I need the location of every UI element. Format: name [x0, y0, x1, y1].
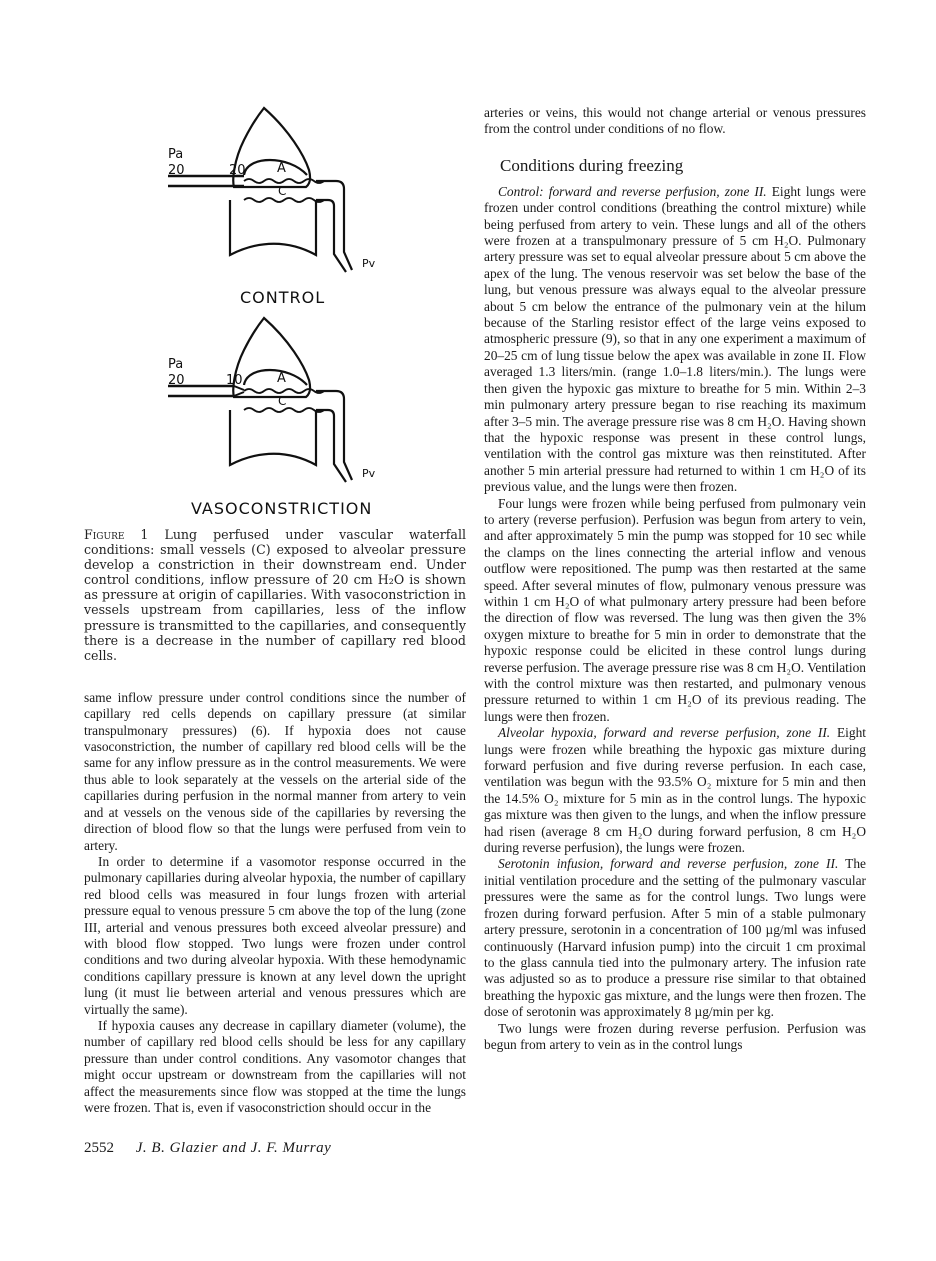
paragraph-text: Eight lungs were frozen while breathing the hypoxic gas mixture during forward perfusion and five during reverse perfusion. In each case, ventilation was begun with the 93.5% O₂ mixture for 5 min and then the 14.5% O₂ mixture for 5 min as in the control lungs. The hypoxic gas mixture was then given to the lungs, and when the inflow pressure had risen (average 8 cm H₂O during forward perfusion, 8 cm H₂O during reverse perfusion), the lungs were frozen.: [484, 725, 867, 856]
run-in-heading: Control: forward and reverse perfusion, zone II.: [498, 183, 767, 199]
control-pa-label: Pa: [168, 147, 184, 162]
right-intro: arteries or veins, this would not change arterial or venous pressures from the control under conditions of no flow.: [484, 105, 866, 137]
vaso-inner-value: 10: [226, 373, 243, 388]
control-title: CONTROL: [240, 288, 326, 307]
figure-1-diagram: [84, 100, 466, 525]
caption-label: Figure 1: [84, 527, 149, 542]
figure-1: [84, 100, 466, 525]
section-heading: Conditions during freezing: [500, 155, 684, 175]
right-paragraph-3: [484, 725, 866, 856]
control-pv-label: Pv: [362, 257, 376, 270]
vaso-lung-outline: [233, 318, 310, 397]
figure-caption: [84, 527, 466, 663]
left-paragraph-1: same inflow pressure under control conditions since the number of capillary red cells depends on capillary pressure (at similar transpulmonary pressures) (6). If hypoxia does not cause vasoconstriction, the number of capillary red blood cells will be the same for any inflow pressure as in the control measurements. We were thus able to look separately at the vessels on the arterial side of the capillaries during perfusion in the normal manner from artery to vein and at vessels on the venous side of the capillaries by reversing the direction of blood flow so that the lungs were perfused from vein to artery.: [84, 689, 466, 853]
control-capillary-bottom: [244, 198, 324, 202]
vaso-outflow-inner: [316, 410, 346, 482]
paragraph-text: Four lungs were frozen while being perfused from pulmonary vein to artery (reverse perfusion). Perfusion was begun from artery to vein, and after approximately 5 min the pump was stopped for 10 sec while the clamps on the lines connecting the arterial inflow and venous outflow were repositioned. The pump was then restarted at the same speed. After several minutes of flow, pulmonary venous pressure was within 1 cm H₂O of what pulmonary artery pressure had been before the direction of flow was reversed. The lung was then given the 3% oxygen mixture to breathe for 5 min in order to demonstrate that the hypoxic response could be elicited in these control lungs during reverse perfusion. The average pressure rise was 8 cm H₂O. Ventilation with the control mixture was then restarted, and pulmonary venous pressure returned to within 1 cm H₂O of its previous reading. The lungs were then frozen.: [484, 495, 866, 724]
vasoconstriction-panel: [168, 318, 376, 518]
right-paragraph-4: [484, 856, 866, 1020]
vaso-title: VASOCONSTRICTION: [191, 499, 373, 518]
control-inner-value: 20: [229, 163, 246, 178]
control-alveolus-label: A: [277, 161, 286, 176]
left-column: [84, 100, 466, 1116]
run-in-heading: Alveolar hypoxia, forward and reverse perfusion, zone II.: [498, 725, 831, 741]
vaso-capillary-bottom: [244, 408, 324, 412]
page-number: 2552: [84, 1140, 114, 1156]
vaso-capillary-label: C: [278, 394, 287, 408]
right-column: [484, 105, 866, 1053]
vaso-alveolus: [244, 370, 307, 385]
right-paragraph-1: [484, 184, 866, 496]
paragraph-text: Two lungs were frozen during reverse perfusion. Perfusion was begun from artery to vein as in the control lungs: [484, 1020, 866, 1052]
control-capillary-label: C: [278, 184, 287, 198]
control-outflow-inner: [316, 200, 346, 272]
vaso-pa-value: 20: [168, 373, 185, 388]
caption-text: Lung perfused under vascular waterfall conditions: small vessels (C) exposed to alveolar pressure develop a constriction in their downstream end. Under control conditions, inflow pressure of 20 cm H₂O is shown as pressure at origin of capillaries. With vasoconstriction in vessels upstream from capillaries, less of the inflow pressure is transmitted to the capillaries, and consequently there is a decrease in the number of capillary red blood cells.: [84, 527, 466, 663]
paragraph-text: The initial ventilation procedure and the setting of the pulmonary vascular pressures were the same as for the control lungs. Two lungs were frozen during forward perfusion. After 5 min of a stable pulmonary artery pressure, serotonin in a concentration of 100 µg/ml was infused continuously (Harvard infusion pump) into the circuit 1 cm proximal to the glass cannula tied into the pulmonary artery. The infusion rate was adjusted so as to produce a pressure rise similar to that obtained breathing the hypoxic gas mixture, and the lungs were then frozen. The dose of serotonin was approximately 8 µg/min per kg.: [484, 856, 866, 1020]
page-footer: [84, 1140, 331, 1157]
paragraph-text: Eight lungs were frozen under control conditions (breathing the control mixture) while being perfused from artery to vein. These lungs and all of the others were frozen at a transpulmonary pressure of 5 cm H₂O. Pulmonary artery pressure was set to equal alveolar pressure about 5 cm above the apex of the lung. The venous reservoir was set below the base of the lung, but venous pressure was always equal to the alveolar pressure about 5 cm below the entrance of the pulmonary vein at the hilum because of the Starling resistor effect of the large veins exposed to atmospheric pressure (9), so that in any one experiment a maximum of 20–25 cm of lung tissue below the apex was available in zone II. Flow averaged 1.3 liters/min. (range 1.0–1.8 liters/min.). The lungs were then given the hypoxic gas mixture to breathe for 5 min. Within 2–3 min pulmonary artery pressure began to rise reaching its maximum after 3–5 min. The average pressure rise was 8 cm H₂O. Having shown that the hypoxic response was present in these control lungs, ventilation with the control gas mixture was then reinstituted. After another 5 min arterial pressure had returned to within 1 cm H₂O of its previous value, and the lungs were then frozen.: [484, 183, 867, 495]
control-pa-value: 20: [168, 163, 185, 178]
vaso-capillary-top: [244, 389, 324, 393]
control-capillary-top: [244, 179, 324, 183]
left-body-text: [84, 690, 466, 1117]
running-authors: J. B. Glazier and J. F. Murray: [135, 1140, 332, 1156]
left-paragraph-2: In order to determine if a vasomotor response occurred in the pulmonary capillaries during alveolar hypoxia, the number of capillary red blood cells was measured in four lungs frozen with arterial pressure equal to venous pressure 5 cm above the top of the lung (zone III, arterial and venous pressures both exceed alveolar pressure) and with blood flow stopped. Two lungs were frozen under control conditions and two during alveolar hypoxia. With these hemodynamic conditions capillary pressure is known at any level down the upright lung (it must lie between arterial and venous pressures which are virtually the same).: [84, 853, 466, 1017]
right-paragraph-2: [484, 496, 866, 726]
vaso-pv-label: Pv: [362, 467, 376, 480]
vaso-pa-label: Pa: [168, 357, 184, 372]
control-panel: [168, 108, 376, 307]
control-alveolus: [244, 160, 307, 175]
run-in-heading: Serotonin infusion, forward and reverse perfusion, zone II.: [498, 856, 839, 872]
vaso-lower-chamber: [230, 410, 316, 465]
left-paragraph-3: If hypoxia causes any decrease in capillary diameter (volume), the number of capillary red blood cells should be less for any capillary pressure than under control conditions. Any vasomotor changes that might occur upstream or downstream from the capillaries will not affect the measurements since flow was stopped at the time the lungs were frozen. That is, even if vasoconstriction should occur in the: [84, 1017, 466, 1115]
right-paragraph-5: [484, 1021, 866, 1054]
vaso-alveolus-label: A: [277, 371, 286, 386]
control-lower-chamber: [230, 200, 316, 255]
